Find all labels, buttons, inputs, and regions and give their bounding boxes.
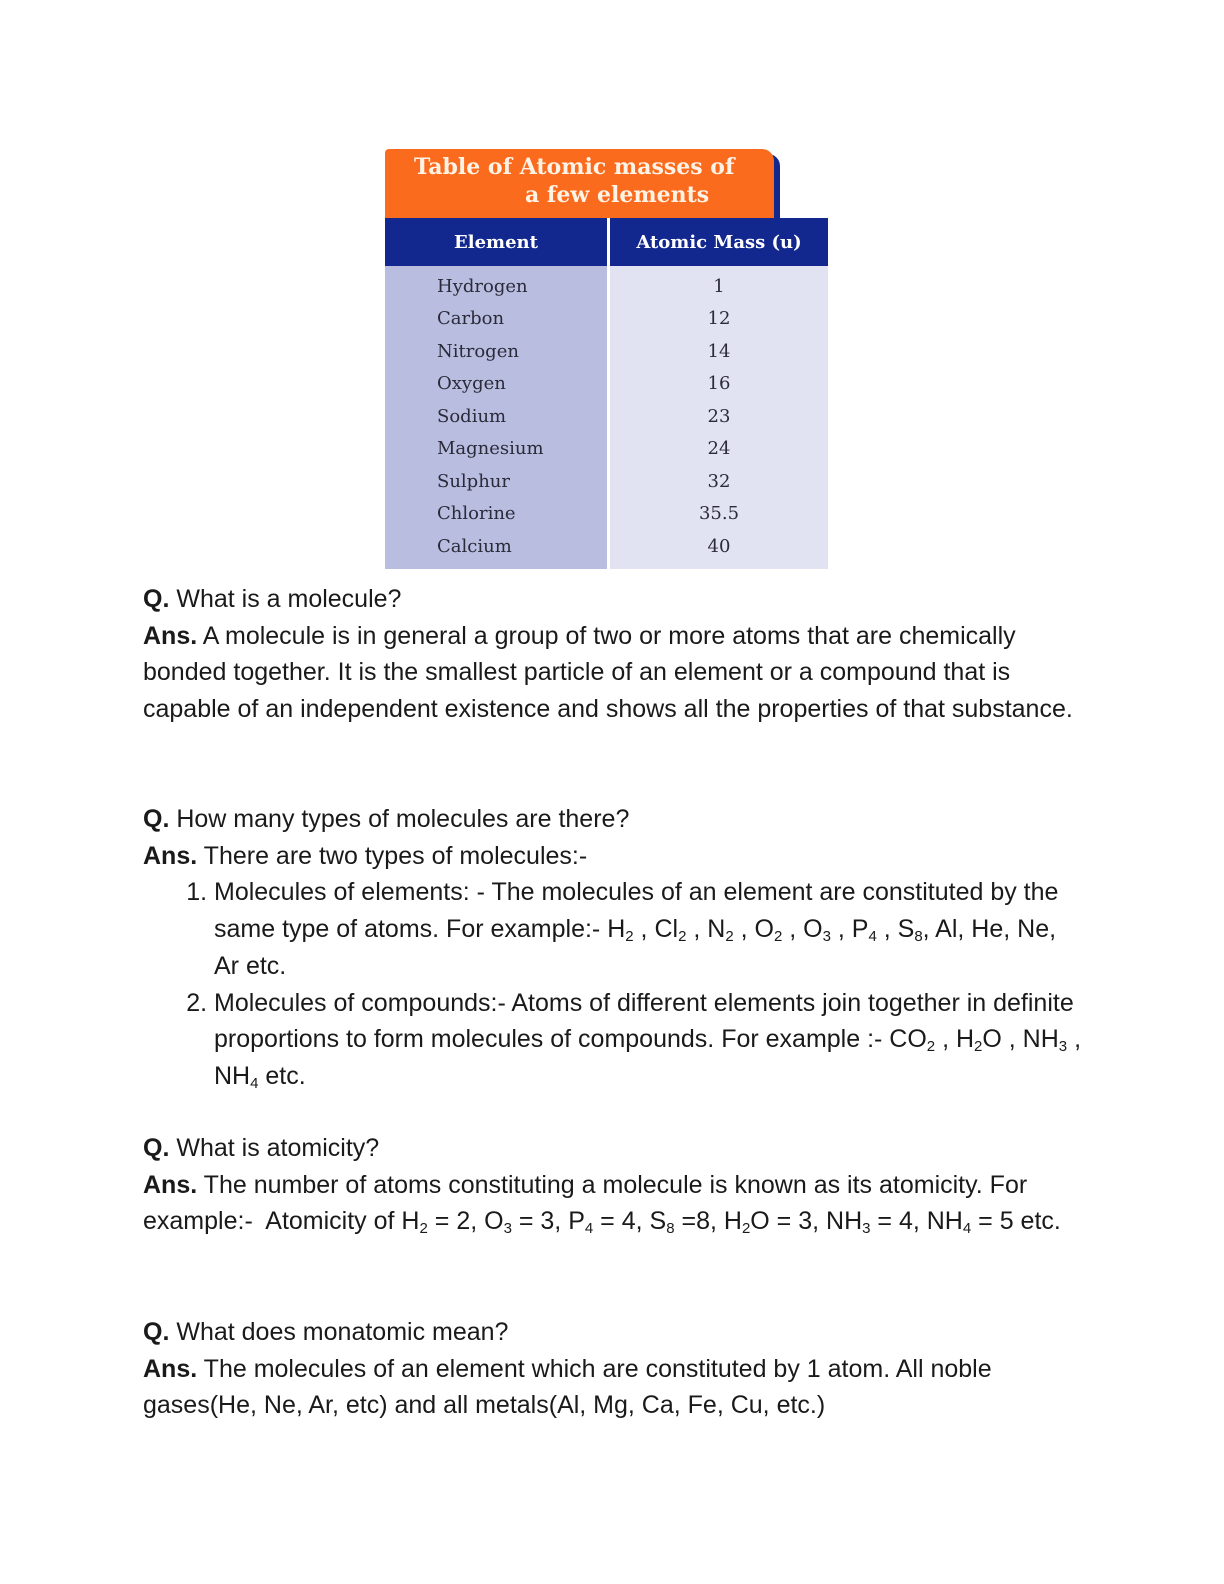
- question: [143, 801, 1083, 838]
- answer-text: A molecule is in general a group of two or more atoms that are chemically bonded together. It is the smallest particle of an element or a compound that is capable of an independent existence and shows all the properties of that substance.: [143, 621, 1073, 724]
- question: [143, 1314, 1083, 1351]
- answer: [143, 838, 1083, 875]
- q-label: Q.: [143, 1134, 170, 1162]
- mass-cell: 16: [609, 368, 829, 401]
- q-label: Q.: [143, 585, 170, 613]
- header-atomic-mass: Atomic Mass (u): [609, 218, 829, 266]
- mass-cell: 12: [609, 303, 829, 336]
- mass-cell: 14: [609, 335, 829, 368]
- answer-text: The molecules of an element which are constituted by 1 atom. All noble gases(He, Ne, Ar, etc) and all metals(Al, Mg, Ca, Fe, Cu, etc.): [143, 1354, 992, 1420]
- table-row: [385, 303, 828, 336]
- answer: [143, 618, 1083, 728]
- element-cell: Chlorine: [385, 498, 609, 531]
- table-row: [385, 335, 828, 368]
- mass-cell: 35.5: [609, 498, 829, 531]
- table-row: [385, 368, 828, 401]
- atomic-mass-table: [385, 218, 828, 569]
- answer-text: The number of atoms constituting a molecule is known as its atomicity. For example:- Atomicity of $H_2 = 2$, $O_3 = 3$, $P_4 = 4$, $S_8 =8$, $H_2O = 3$, $NH_3 = 4$, $NH_4 = 5$ etc.: [143, 1170, 1061, 1238]
- list-item-text: Molecules of elements: - The molecules of an element are constituted by the same type of atoms. For example:-: [214, 878, 1059, 944]
- q-label: Q.: [143, 805, 170, 833]
- mass-cell: 23: [609, 400, 829, 433]
- answer-text: There are two types of molecules:-: [197, 841, 588, 870]
- element-cell: Calcium: [385, 530, 609, 569]
- header-element: Element: [385, 218, 609, 266]
- qa-block-molecule-types: [143, 801, 1083, 1095]
- question: [143, 581, 1083, 618]
- list-item-tail: etc.: [258, 1061, 306, 1090]
- question-text: What is atomicity?: [169, 1134, 380, 1162]
- element-cell: Sodium: [385, 400, 609, 433]
- mass-cell: 1: [609, 266, 829, 303]
- qa-block-molecule: [143, 581, 1083, 728]
- answer: [143, 1167, 1083, 1240]
- table-title-line1: Table of Atomic masses of: [414, 154, 735, 180]
- element-cell: Magnesium: [385, 433, 609, 466]
- list-item-text: Molecules of compounds:- Atoms of different elements join together in definite proportions to form molecules of compounds. For example :-: [214, 988, 1074, 1054]
- qa-block-monatomic: [143, 1314, 1083, 1424]
- table-title-tab: [385, 149, 780, 218]
- table-row: [385, 266, 828, 303]
- table-title: [385, 149, 774, 218]
- q-label: Q.: [143, 1318, 170, 1346]
- table-row: [385, 400, 828, 433]
- list-item-compounds: 2. Molecules of compounds:- Atoms of different elements join together in definite proportions to form molecules of compounds. For example :- $CO_2$ , $H_2O$ , $NH_3$ , $NH_4$ etc.: [214, 985, 1083, 1095]
- mass-cell: 40: [609, 530, 829, 569]
- element-cell: Oxygen: [385, 368, 609, 401]
- answer: [143, 1351, 1083, 1424]
- ans-label: Ans.: [143, 621, 198, 650]
- molecule-types-list: [143, 874, 1083, 1094]
- ans-label: Ans.: [143, 1354, 198, 1383]
- table-header-row: [385, 218, 828, 266]
- element-cell: Carbon: [385, 303, 609, 336]
- table-row: [385, 433, 828, 466]
- table-row: [385, 530, 828, 569]
- question-text: What is a molecule?: [169, 585, 402, 613]
- question-text: What does monatomic mean?: [169, 1318, 509, 1346]
- table-row: [385, 498, 828, 531]
- table-row: [385, 465, 828, 498]
- question-text: How many types of molecules are there?: [169, 805, 630, 833]
- list-item-elements: 1. Molecules of elements: - The molecules of an element are constituted by the same type of atoms. For example:- $H_2$ , $Cl_2$ , $N_2$ , $O_2$ , $O_3$ , $P_4$ , $S_8$, Al, He, Ne, Ar etc.: [214, 874, 1083, 984]
- table-title-line2: a few elements: [525, 182, 710, 208]
- element-cell: Hydrogen: [385, 266, 609, 303]
- mass-cell: 24: [609, 433, 829, 466]
- element-cell: Nitrogen: [385, 335, 609, 368]
- ans-label: Ans.: [143, 841, 198, 870]
- qa-block-atomicity: [143, 1130, 1083, 1240]
- mass-cell: 32: [609, 465, 829, 498]
- question: [143, 1130, 1083, 1167]
- ans-label: Ans.: [143, 1170, 198, 1199]
- element-cell: Sulphur: [385, 465, 609, 498]
- list-item-tail: , Al, He, Ne, Ar etc.: [214, 915, 1057, 980]
- atomic-mass-table-figure: [385, 149, 828, 569]
